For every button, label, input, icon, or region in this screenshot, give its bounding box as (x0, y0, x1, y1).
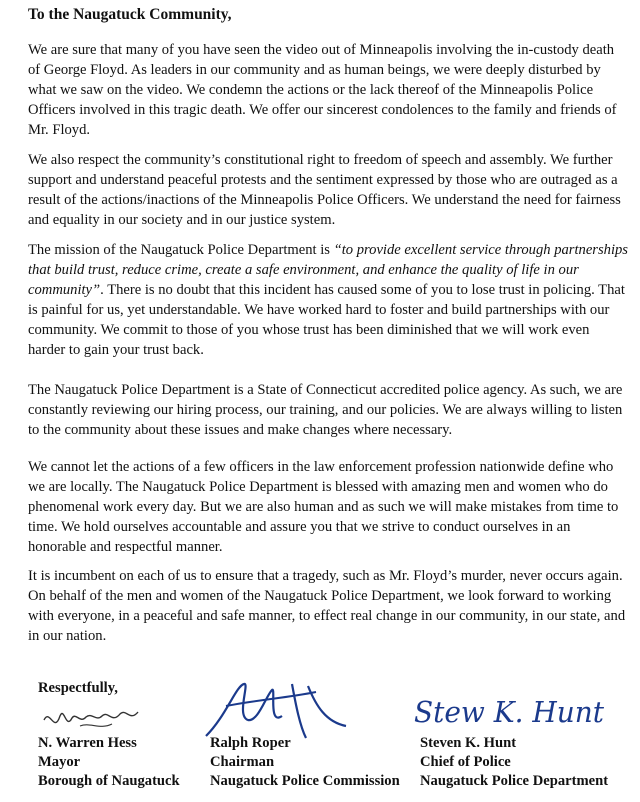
signer-org: Naugatuck Police Commission (210, 773, 400, 789)
paragraph-condolences: We are sure that many of you have seen the video out of Minneapolis involving the in-custody death of George Floyd. As leaders in our community and as human beings, we were deeply disturbed by what we saw on the video. We condemn the actions or the lack thereof of the Minneapolis Police Officers involved in this tragic death. We offer our sincerest condolences to the family and friends of Mr. Floyd. (28, 42, 617, 138)
signer-name: Ralph Roper (210, 735, 291, 751)
hunt-signature-text: Stew K. Hunt (414, 695, 605, 729)
signer-title: Mayor (38, 754, 81, 770)
signer-title: Chief of Police (420, 754, 511, 770)
mission-statement: “to provide excellent service through partnerships that build trust, reduce crime, create a safe environment, and enhance the quality of life in our community” (28, 242, 628, 298)
paragraph-free-speech: We also respect the community’s constitutional right to freedom of speech and assembly. We further support and understand peaceful protests and the sentiment expressed by those who are outraged as a result of the actions/inactions of the Minneapolis Police Officers. We understand the need for fairness and equality in our society and in our justice system. (28, 152, 621, 228)
paragraph-mission (28, 240, 628, 360)
closing: Respectfully, (38, 680, 118, 696)
paragraph-local: We cannot let the actions of a few officers in the law enforcement profession nationwide define who we are locally. The Naugatuck Police Department is blessed with amazing men and women who do phenomenal work every day. But we are also human and as such we will make mistakes from time to time. We hold ourselves accountable and assure you that we strive to conduct ourselves in an honorable and respectful manner. (28, 459, 619, 555)
signer-chairman (210, 734, 400, 791)
signer-chief (420, 734, 608, 791)
signer-name: Steven K. Hunt (420, 735, 517, 751)
mission-rest: . There is no doubt that this incident has caused some of you to lose trust in policing. That is painful for us, yet understandable. We have worked hard to foster and build partnerships with our community. We commit to those of you whose trust has been diminished that we will work even harder to gain your trust back. (28, 282, 625, 358)
paragraph-accreditation: The Naugatuck Police Department is a State of Connecticut accredited police agency. As such, we are constantly reviewing our hiring process, our training, and our policies. We are always willing to listen to the community about these issues and make changes where necessary. (28, 382, 623, 438)
mission-intro: The mission of the Naugatuck Police Department is (28, 242, 334, 258)
signer-mayor (38, 734, 180, 791)
salutation: To the Naugatuck Community, (28, 6, 232, 23)
paragraph-commitment: It is incumbent on each of us to ensure that a tragedy, such as Mr. Floyd’s murder, never occurs again. On behalf of the men and women of the Naugatuck Police Department, we look forward to working with everyone, in a peaceful and safe manner, to effect real change in our community, in our state, and in our nation. (28, 568, 626, 644)
hunt-signature (412, 688, 612, 734)
signer-org: Naugatuck Police Department (420, 773, 609, 789)
signer-org: Borough of Naugatuck (38, 773, 180, 789)
signer-title: Chairman (210, 754, 275, 770)
signer-name: N. Warren Hess (38, 735, 137, 751)
